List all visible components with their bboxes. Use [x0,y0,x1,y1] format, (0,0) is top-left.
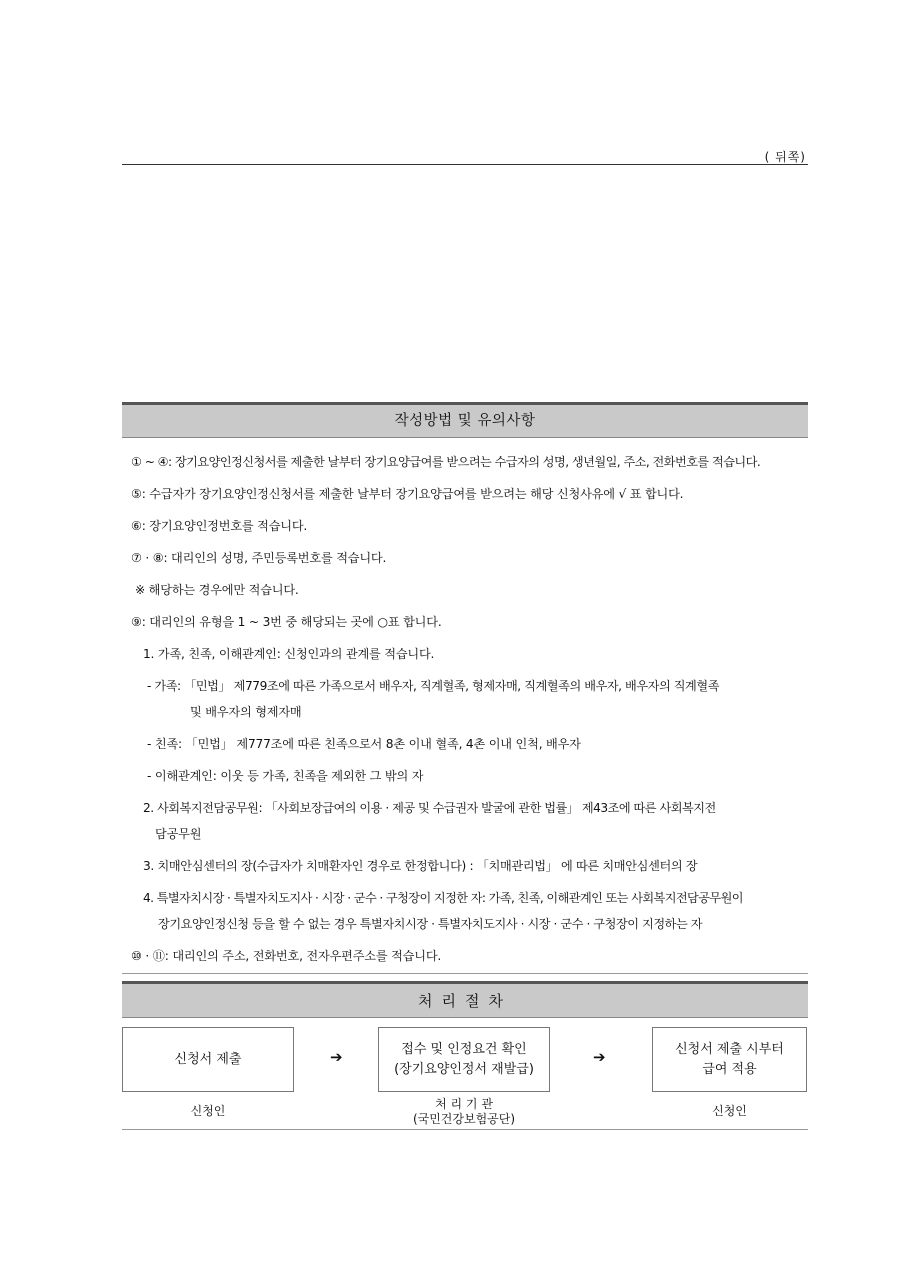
instruction-line: 4. 특별자치시장 · 특별자치도지사 · 시장 · 군수 · 구청장이 지정한 자: 가족, 친족, 이해관계인 또는 사회복지전담공무원이 [143,891,743,905]
instruction-line: ⑩ · ⑪: 대리인의 주소, 전화번호, 전자우편주소를 적습니다. [131,949,442,963]
step-label: 접수 및 인정요건 확인 [401,1041,527,1057]
instruction-line: ⑨: 대리인의 유형을 1 ~ 3번 중 해당되는 곳에 ○표 합니다. [131,615,442,629]
instruction-line: 담공무원 [155,827,202,841]
step-label: 신청서 제출 시부터 [675,1041,784,1057]
instruction-line: ⑦ · ⑧: 대리인의 성명, 주민등록번호를 적습니다. [131,551,387,565]
right-arrow-icon: ➔ [330,1048,343,1066]
back-page-label: ( 뒤쪽) [764,150,806,164]
top-divider [122,164,808,165]
instructions-bottom-divider [122,973,808,974]
instruction-note: ※ 해당하는 경우에만 적습니다. [135,583,299,597]
actor-label: 신청인 [190,1104,226,1118]
instruction-line: 2. 사회복지전담공무원: 「사회보장급여의 이용 · 제공 및 수급권자 발굴에 관한 법률」 제43조에 따른 사회복지전 [143,801,716,815]
instruction-line: ⑤: 수급자가 장기요양인정신청서를 제출한 날부터 장기요양급여를 받으려는 해당 신청사유에 √ 표 합니다. [131,487,684,501]
step-label-sub: (장기요양인정서 재발급) [394,1061,534,1077]
procedure-step-box [378,1027,550,1092]
actor-label: 처 리 기 관 [435,1097,493,1111]
instruction-line: 1. 가족, 친족, 이해관계인: 신청인과의 관계를 적습니다. [143,647,435,661]
step-label-sub: 급여 적용 [702,1061,757,1077]
procedure-step-box [122,1027,294,1092]
instruction-line: - 이해관계인: 이웃 등 가족, 친족을 제외한 그 밖의 자 [147,769,424,783]
procedure-step-box [652,1027,807,1092]
step-actor [378,1097,550,1127]
instruction-line: ① ~ ④: 장기요양인정신청서를 제출한 날부터 장기요양급여를 받으려는 수급자의 성명, 생년월일, 주소, 전화번호를 적습니다. [131,455,761,469]
procedure-bottom-divider [122,1129,808,1130]
instruction-line: 3. 치매안심센터의 장(수급자가 치매환자인 경우로 한정합니다) : 「치매관리법」 에 따른 치매안심센터의 장 [143,859,698,873]
step-actor [122,1104,294,1119]
instructions-title: 작성방법 및 유의사항 [122,402,808,438]
instruction-line: 장기요양인정신청 등을 할 수 없는 경우 특별자치시장 · 특별자치도지사 · 시장 · 군수 · 구청장이 지정하는 자 [158,917,703,931]
step-label: 신청서 제출 [174,1051,242,1067]
instruction-line: 및 배우자의 형제자매 [190,705,302,719]
actor-sublabel: (국민건강보험공단) [412,1112,516,1126]
instruction-line: - 가족: 「민법」 제779조에 따른 가족으로서 배우자, 직계혈족, 형제자매, 직계혈족의 배우자, 배우자의 직계혈족 [147,679,720,693]
instruction-line: ⑥: 장기요양인정번호를 적습니다. [131,519,308,533]
procedure-title: 처리절차 [122,981,808,1018]
step-actor [652,1104,807,1119]
instruction-line: - 친족: 「민법」 제777조에 따른 친족으로서 8촌 이내 혈족, 4촌 이내 인척, 배우자 [147,737,581,751]
actor-label: 신청인 [712,1104,747,1118]
right-arrow-icon: ➔ [593,1048,606,1066]
